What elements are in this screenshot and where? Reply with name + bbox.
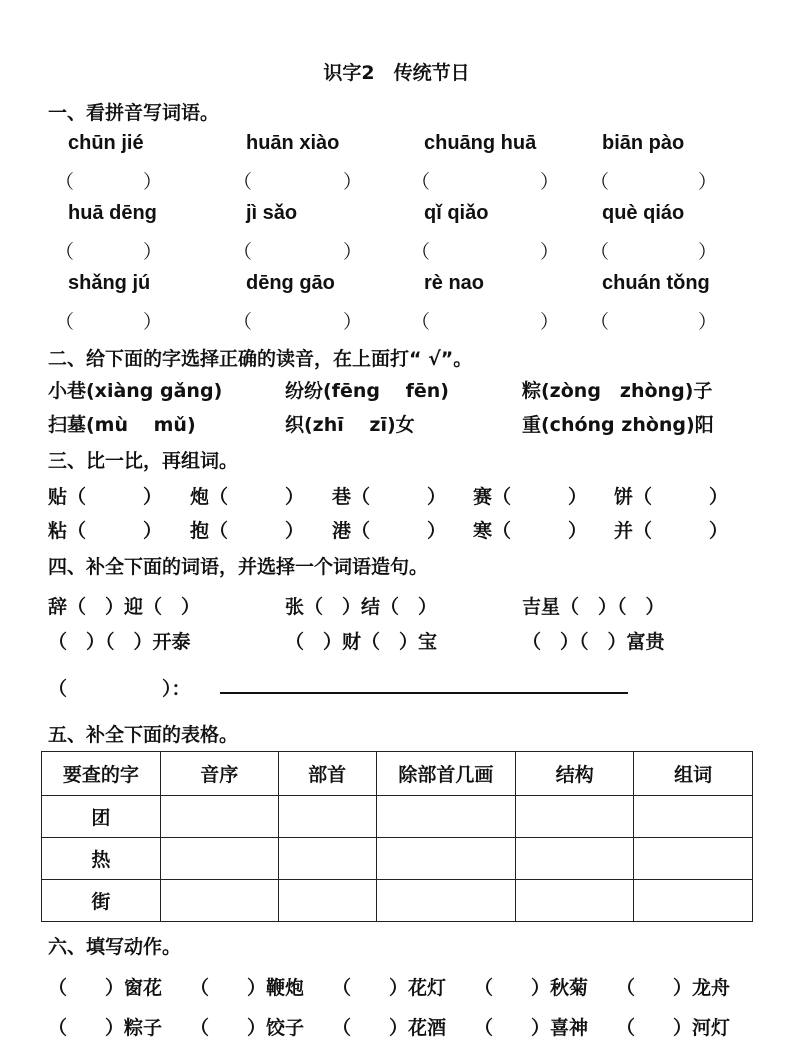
pinyin-label: dēng gāo [246, 272, 335, 294]
reading-choice-item: 重(chóng zhòng)阳 [522, 414, 714, 436]
answer-paren-open: （ [411, 171, 431, 193]
answer-paren-close: ） [343, 171, 363, 193]
action-blank-item: （ ）喜神 [474, 1017, 589, 1039]
action-blank-item: （ ）河灯 [616, 1017, 731, 1039]
table-cell[interactable] [160, 880, 278, 922]
pinyin-label: shǎng jú [68, 272, 151, 294]
section-3-heading: 三、比一比，再组词。 [48, 450, 239, 472]
answer-paren-open: （ [590, 171, 610, 193]
answer-paren-close: ） [143, 311, 163, 333]
table-cell[interactable] [634, 880, 753, 922]
table-header-cell: 组词 [634, 752, 753, 796]
answer-paren-open: （ [55, 241, 75, 263]
table-cell[interactable] [278, 796, 376, 838]
answer-paren-open: （ [590, 311, 610, 333]
pinyin-label: chūn jié [68, 132, 144, 154]
section-1-heading: 一、看拼音写词语。 [48, 102, 220, 124]
reading-choice-item: 纷纷(fēng fēn) [285, 380, 449, 402]
answer-paren-close: ） [343, 241, 363, 263]
table-header-cell: 音序 [160, 752, 278, 796]
section-2-heading: 二、给下面的字选择正确的读音，在上面打“ √”。 [48, 348, 473, 370]
answer-paren-close: ） [143, 241, 163, 263]
compare-char-item: 港（ ） [332, 520, 447, 542]
pinyin-label: rè nao [424, 272, 485, 294]
reading-choice-item: 粽(zòng zhòng)子 [522, 380, 713, 402]
idiom-blank: 吉星（ ）（ ） [522, 596, 665, 618]
table-header-cell: 部首 [278, 752, 376, 796]
answer-paren-close: ） [698, 311, 718, 333]
answer-paren-open: （ [411, 311, 431, 333]
answer-paren-close: ） [698, 241, 718, 263]
answer-paren-close: ） [698, 171, 718, 193]
compare-char-item: 抱（ ） [190, 520, 305, 542]
pinyin-label: jì sǎo [246, 202, 298, 224]
answer-paren-close: ） [143, 171, 163, 193]
section-4-heading: 四、补全下面的词语，并选择一个词语造句。 [48, 556, 429, 578]
answer-paren-open: （ [233, 311, 253, 333]
answer-paren-open: （ [411, 241, 431, 263]
idiom-blank: （ ）财（ ）宝 [285, 631, 438, 653]
pinyin-label: biān pào [602, 132, 685, 154]
table-cell[interactable] [516, 880, 634, 922]
table-row-char: 街 [42, 880, 161, 922]
action-blank-item: （ ）秋菊 [474, 977, 589, 999]
answer-paren-close: ） [540, 241, 560, 263]
action-blank-item: （ ）鞭炮 [190, 977, 305, 999]
pinyin-label: què qiáo [602, 202, 685, 224]
section-6-heading: 六、填写动作。 [48, 936, 182, 958]
table-cell[interactable] [160, 838, 278, 880]
idiom-blank: （ ）（ ）开泰 [48, 631, 191, 653]
action-blank-item: （ ）饺子 [190, 1017, 305, 1039]
compare-char-item: 炮（ ） [190, 486, 305, 508]
compare-char-item: 饼（ ） [614, 486, 729, 508]
table-cell[interactable] [516, 838, 634, 880]
action-blank-item: （ ）花灯 [332, 977, 447, 999]
answer-paren-close: ） [540, 171, 560, 193]
compare-char-item: 粘（ ） [48, 520, 163, 542]
dictionary-table [41, 751, 753, 922]
table-cell[interactable] [376, 796, 516, 838]
answer-paren-close: ） [540, 311, 560, 333]
compare-char-item: 并（ ） [614, 520, 729, 542]
idiom-blank: 张（ ）结（ ） [285, 596, 438, 618]
action-blank-item: （ ）龙舟 [616, 977, 731, 999]
table-header-cell: 结构 [516, 752, 634, 796]
table-cell[interactable] [634, 796, 753, 838]
sentence-answer-line [220, 692, 628, 694]
table-cell[interactable] [278, 880, 376, 922]
pinyin-label: huā dēng [68, 202, 157, 224]
reading-choice-item: 小巷(xiàng gǎng) [48, 380, 223, 402]
table-cell[interactable] [516, 796, 634, 838]
pinyin-label: chuāng huā [424, 132, 537, 154]
table-row-char: 热 [42, 838, 161, 880]
pinyin-label: huān xiào [246, 132, 340, 154]
compare-char-item: 寒（ ） [473, 520, 588, 542]
reading-choice-item: 织(zhī zī)女 [285, 414, 415, 436]
compare-char-item: 贴（ ） [48, 486, 163, 508]
answer-paren-open: （ [233, 241, 253, 263]
compare-char-item: 巷（ ） [332, 486, 447, 508]
sentence-prompt: （ ）： [48, 678, 191, 700]
answer-paren-open: （ [55, 311, 75, 333]
pinyin-label: qǐ qiǎo [424, 202, 489, 224]
action-blank-item: （ ）粽子 [48, 1017, 163, 1039]
table-row-char: 团 [42, 796, 161, 838]
table-cell[interactable] [278, 838, 376, 880]
table-cell[interactable] [376, 880, 516, 922]
page-title: 识字2 传统节日 [323, 62, 470, 84]
pinyin-label: chuán tǒng [602, 272, 710, 294]
answer-paren-open: （ [55, 171, 75, 193]
table-cell[interactable] [160, 796, 278, 838]
answer-paren-open: （ [590, 241, 610, 263]
table-header-cell: 要查的字 [42, 752, 161, 796]
action-blank-item: （ ）窗花 [48, 977, 163, 999]
table-cell[interactable] [376, 838, 516, 880]
reading-choice-item: 扫墓(mù mǔ) [48, 414, 196, 436]
answer-paren-open: （ [233, 171, 253, 193]
table-cell[interactable] [634, 838, 753, 880]
idiom-blank: （ ）（ ）富贵 [522, 631, 665, 653]
idiom-blank: 辞（ ）迎（ ） [48, 596, 201, 618]
section-5-heading: 五、补全下面的表格。 [48, 724, 239, 746]
answer-paren-close: ） [343, 311, 363, 333]
action-blank-item: （ ）花酒 [332, 1017, 447, 1039]
compare-char-item: 赛（ ） [473, 486, 588, 508]
table-header-cell: 除部首几画 [376, 752, 516, 796]
